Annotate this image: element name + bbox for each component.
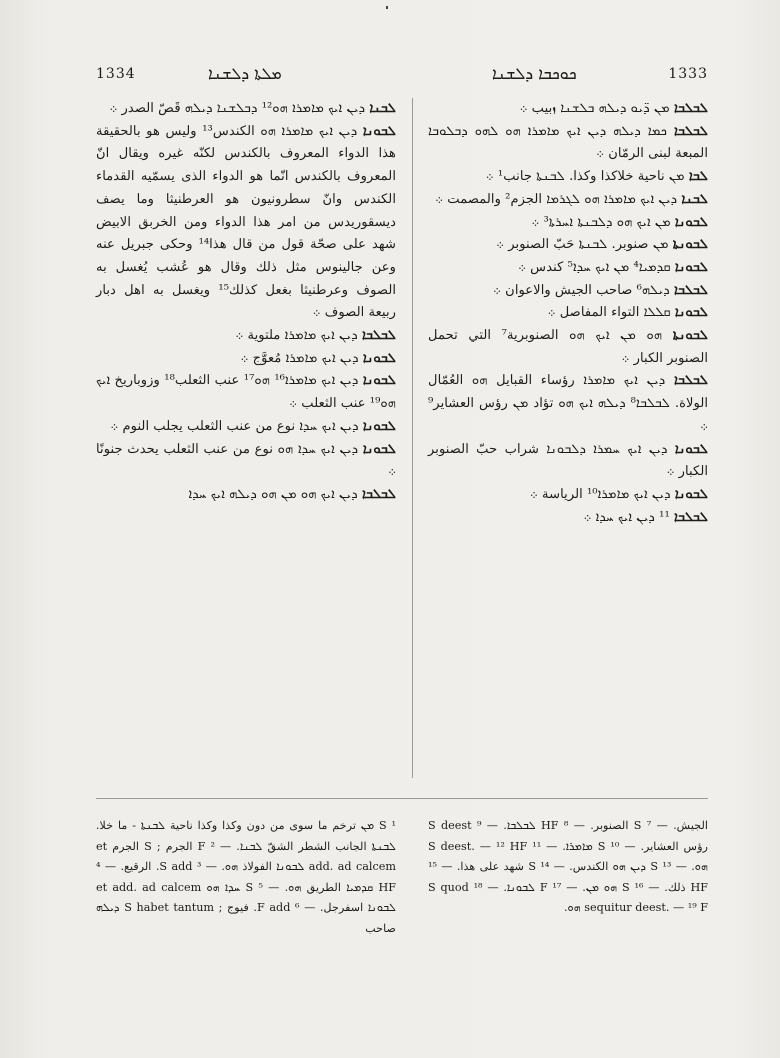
entry — [96, 484, 396, 507]
entry — [428, 280, 708, 303]
entry-headword: ܠܒܘܢܐ — [674, 486, 708, 502]
entry-text: ܕܝܠܗ⁶ صاحب الجيش والاعوان ܀ — [493, 282, 670, 298]
running-header — [96, 66, 708, 90]
entry-headword: ܠܒܢܐ — [369, 101, 396, 116]
footnote-text: ¹ S ܡܢ ترخم ما سوى من دون وكذا وكذا ناحية ܠܒܢܬܐ - ما خلا. ܠܒܢܬܐ الجانب الشطر الشقّ ܠܒܢܐ. — ² F الجرم ; S الجرم et add. ad calcem ܠܒܘܢܐ الفولاذ ܗܘ. — ³ S add. الرقيع. — ⁴ HF ܩܕܡܝܐ الطريق ܗܘ. — ⁵ S ܚܕܐ ܗܘ et add. ad calcem ܠܒܘܢܐ اسفرجل. — ⁶ F add. فيوج ; S habet tantum ܕܝܠܗ صاحب — [96, 819, 396, 935]
entry — [428, 370, 708, 438]
entry-text: ܡܢ ܐܝܟ ܗܘ ܕܠܒܢܬܐ ܐܚܪܬܐ³ ܀ — [531, 214, 671, 230]
entry-headword: ܠܒܘܢܐ — [362, 350, 396, 366]
entry-headword: ܠܒܘܢܬܐ — [672, 328, 708, 344]
entry-text: ܡܢ ناحية خلاكذا وكذا. ܠܒܢܬܐ جانب¹ ܀ — [485, 169, 685, 185]
left-page-number: 1334 — [96, 66, 136, 82]
entry-headword: ܠܒܠܒܐ — [361, 328, 396, 344]
entry-text: ܕܝܢ ܐܝܟ ܚܡܪܐ ܕܠܒܘܢܐ شراب حبّ الصنوبر الكبار ܀ — [428, 441, 708, 480]
entry — [428, 507, 708, 530]
entry-headword: ܠܒܘܢܐ — [674, 441, 708, 457]
entry — [428, 257, 708, 280]
entry — [96, 370, 396, 415]
left-column — [96, 98, 396, 507]
entry — [96, 325, 396, 348]
entry-headword: ܠܒܐ — [688, 169, 708, 185]
entry — [428, 98, 708, 121]
entry — [96, 121, 396, 325]
entry-text: ܡܢ صنوبر. ܠܒܢܬܐ حَبّ الصنوبر ܀ — [496, 237, 669, 253]
entry-text: ܕܝܢ ܐܝܟ ܡܐܡܪܐ¹⁶ ܗܘ¹⁷ عنب الثعلب¹⁸ وزوباريخ ܐܝܟ ܗܘ¹⁹ عنب الثعلب ܀ — [96, 373, 396, 412]
entry-headword: ܠܒܘܢܬܐ — [672, 237, 708, 253]
ink-speck — [386, 6, 388, 9]
footnotes-right — [428, 816, 708, 919]
right-page-number: 1333 — [668, 66, 708, 82]
entry — [428, 439, 708, 484]
left-running-title: ܡܠܬܐ ܕܠܫܢܐ — [208, 64, 282, 83]
footnote-text: الجيش. — ⁷ S الصنوبر. — ⁸ HF ܠܒܠܒܐ. — ⁹ S deest رؤس العشاير. — ¹⁰ S ܡܐܡܪܐ. — ¹¹ S deest. — ¹² HF ܗܘ. — ¹³ S ܕܝܢ ܗܘ الكندس. — ¹⁴ S شهد على هذا. — ¹⁵ HF ذلك. — ¹⁶ S ܗܘ ܡܢ. — ¹⁷ F ܠܒܘܢܐ. — ¹⁸ S quod sequitur deest. — ¹⁹ F ܗܘ. — [428, 819, 709, 914]
entry-headword: ܠܒܠܒܐ — [673, 509, 708, 525]
entry-headword: ܠܒܠܒܐ — [361, 486, 396, 502]
entry-headword: ܠܒܠܒܐ — [673, 123, 708, 139]
entry — [428, 212, 708, 235]
entry-text: ܕܝܢ ܐܝܟ ܡܐܡܪܐ رؤساء القبايل ܗܘ العُمّال الولاة. ܠܒܠܒܐ⁸ ܕܝܠܗ ܐܝܟ ܗܘ تؤاد ܡܢ رؤس العشاير⁹ ܀ — [428, 373, 708, 434]
entry-headword: ܠܒܘܢܐ — [362, 418, 396, 434]
entry-headword: ܠܒܘܢܐ — [674, 259, 708, 275]
entry — [428, 484, 708, 507]
entry — [428, 121, 708, 166]
footnotes-left — [96, 816, 396, 939]
entry-headword: ܠܒܠܒܐ — [673, 101, 708, 116]
entry-text: ܕܝܢ ܐܝܟ ܡܐܡܪܐ ܗܘ ܠܓܪܡܐ الجزم² والمصمت ܀ — [435, 191, 678, 207]
entry-text: ܕܝܢ ܐܝܟ ܡܐܡܪܐ¹⁰ الرياسة ܀ — [529, 486, 671, 502]
right-running-title: ܟܘܟܒܐ ܕܠܫܢܐ — [492, 64, 577, 83]
entry-headword: ܠܒܘܢܐ — [362, 441, 396, 457]
entry-text: ܕܝܢ ܐܝܟ ܡܐܡܪܐ ملتوية ܀ — [235, 328, 358, 344]
entry-headword: ܠܒܘܢܐ — [674, 305, 708, 321]
entry-text: ܕܝܢ ܐܝܟ ܡܐܡܪܐ مُعوَّج ܀ — [240, 350, 359, 366]
entry-text: ܕܝܢ ܐܝܟ ܡܐܡܪܐ ܗܘ الكندس¹³ وليس هو بالحقيقة هذا الدواء المعروف بالكندس لكنّه غيره ويقال انّ المعروف بالكندس انّما هو الدواء الذى يسمّيه القدماء الكندس وانّ سطرونيون هو العرطنيثا وما يصف ديسقوريدس من امر هذا الدواء ومن الخربق الابيض شهد على صحّة قول من قال هذا¹⁴ وحكى جبريل عنه وعن جالينوس مثل ذلك وقال هو عُشب يُغسل به الصوف وعرطنيثا بغعل كذلك¹⁵ ويغسل به اهل دبار ربيعة الصوف ܀ — [96, 123, 396, 321]
entry-text: ܩܕܡܝܐ⁴ ܡܢ ܐܝܟ ܚܕܐ⁵ كندس ܀ — [518, 259, 671, 275]
entry — [428, 166, 708, 189]
entry — [428, 234, 708, 257]
entry — [96, 439, 396, 484]
entry-text: ܩܠܠܐ التواء المفاصل ܀ — [547, 305, 671, 321]
entry-text: ܕܝܢ ܐܝܟ ܗܘ ܡܢ ܗܘ ܕܝܠܗ ܐܝܟ ܚܕܐ — [188, 486, 358, 502]
entry — [428, 325, 708, 370]
entry-headword: ܠܒܢܐ — [681, 191, 708, 207]
footnote-rule — [96, 798, 708, 799]
entry-headword: ܠܒܘܢܐ — [362, 123, 396, 139]
entry-headword: ܠܒܠܒܐ — [673, 282, 708, 298]
entry — [96, 416, 396, 439]
entry-headword: ܠܒܘܢܐ — [362, 373, 396, 389]
column-divider — [412, 98, 413, 778]
entry-text: ܕܝܢ ܐܝܟ ܡܐܡܪܐ ܗܘ¹² ܕܒܠܫܢܐ ܕܝܠܗ قَصّ الصدر ܀ — [109, 101, 366, 116]
entry-text: ܡܢ ܕ̈ܝܘ ܕܝܠܗ ܒܠܫܢܐ ܙبيب ܀ — [519, 101, 670, 116]
entry-text: ܕܝܢ ܐܝܟ ܚܕܐ ܗܘ نوع من عنب الثعلب يحدث جنونًا ܀ — [96, 441, 396, 480]
entry — [428, 189, 708, 212]
entry-text: ܗܘ ܡܢ ܐܝܟ ܗܘ الصنوبرية⁷ التي تحمل الصنوبر الكبار ܀ — [428, 328, 708, 366]
right-column — [428, 98, 708, 529]
entry-text: ܕܝܢ ܐܝܟ ܚܕܐ نوع من عنب الثعلب يجلب النوم ܀ — [110, 418, 359, 434]
entry-headword: ܠܒܠܒܐ — [673, 373, 708, 389]
entry-text: ¹¹ ܕܝܢ ܐܝܟ ܚܕܐ ܀ — [583, 509, 670, 525]
entry — [96, 98, 396, 121]
entry — [428, 302, 708, 325]
entry-text: ܟܡܐ ܕܝܠܗ ܕܝܢ ܐܝܟ ܡܐܡܪܐ ܗܘ ܠܗܘ ܕܒܠܘܒܐ المبعة لبنى الرمّان ܀ — [428, 123, 708, 162]
entry — [96, 348, 396, 371]
entry-headword: ܠܒܘܢܐ — [674, 214, 708, 230]
